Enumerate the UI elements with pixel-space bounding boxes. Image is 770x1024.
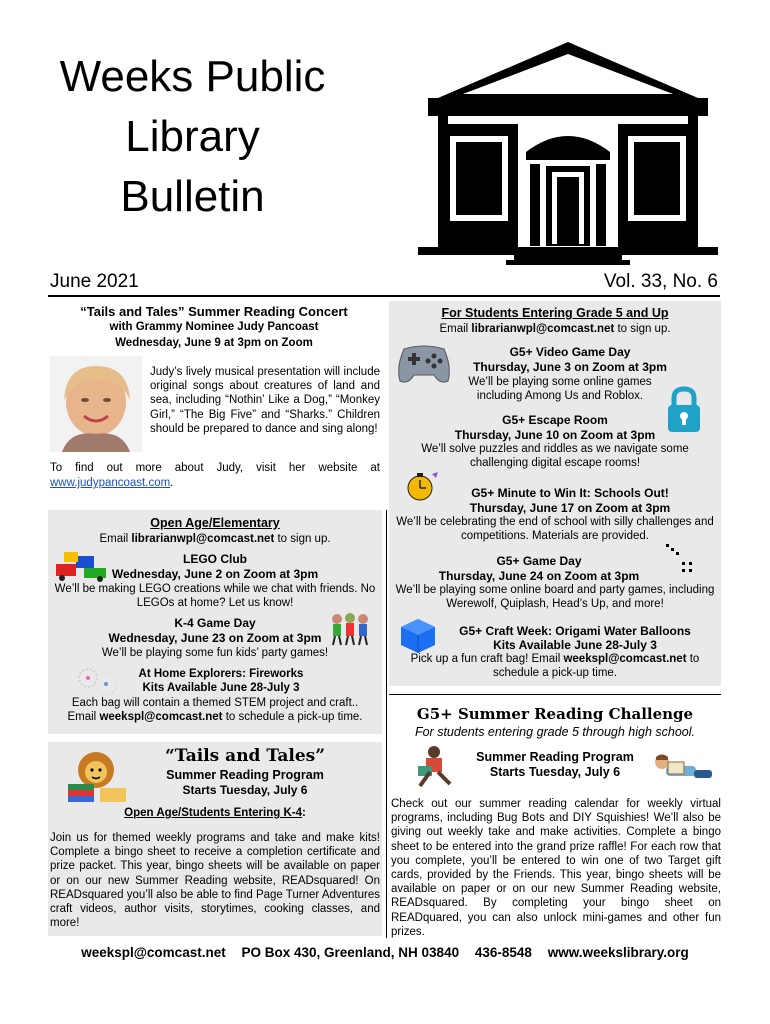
footer-email[interactable]: weekspl@comcast.net: [81, 945, 226, 960]
k4-body: We’ll be playing some fun kids’ party games!: [101, 647, 329, 659]
lego-title: LEGO Club: [183, 552, 247, 566]
craft-body-post: to schedule a pick-up time.: [492, 653, 700, 679]
tails-body: Join us for themed weekly programs and take and make kits! Complete a bingo sheet to receive a completion certificate and prize packet. This year, bingo sheets will be available on paper or on our new Summer Reading website, READsquared! On READsquared you’ll also be able to find Page Turner Adventures craft videos, author visits, storytimes, cooking classes, and more!: [50, 832, 380, 930]
kids-playing-icon: [328, 612, 372, 646]
craft-body-pre: Pick up a fun craft bag! Email: [410, 653, 564, 665]
concert-when: Wednesday, June 9 at 3pm on Zoom: [115, 337, 313, 349]
video-body: We’ll be playing some online games including Among Us and Roblox.: [468, 376, 652, 402]
grade5-signup-email[interactable]: librarianwpl@comcast.net: [471, 323, 615, 335]
boy-reading-icon: [648, 752, 714, 786]
lego-body: We’ll be making LEGO creations while we chat with friends. No LEGOs at home? Let us know!: [54, 583, 376, 609]
tails-program: Summer Reading Program: [166, 768, 324, 782]
challenge-top-rule: [389, 694, 721, 695]
minute-title: G5+ Minute to Win It: Schools Out!: [471, 486, 669, 500]
minute-body: We’ll be celebrating the end of school with silly challenges and competitions. Materials are provided.: [396, 516, 714, 542]
judy-pancoast-photo: [50, 356, 142, 452]
fireworks-email-post: to schedule a pick-up time.: [222, 711, 363, 723]
open-age-signup-email[interactable]: librarianwpl@comcast.net: [131, 533, 275, 545]
craft-when: Kits Available June 28-July 3: [493, 638, 657, 652]
judy-website-link[interactable]: www.judypancoast.com: [50, 477, 171, 489]
tails-audience-colon: :: [302, 807, 306, 819]
game-body: We’ll be playing some online board and party games, including Werewolf, Quiplash, Head’s Up, and more!: [395, 584, 715, 610]
game-title: G5+ Game Day: [496, 554, 582, 568]
concert-title: “Tails and Tales” Summer Reading Concert: [80, 304, 348, 319]
escape-title: G5+ Escape Room: [502, 413, 608, 427]
footer-address: PO Box 430, Greenland, NH 03840: [241, 945, 460, 960]
challenge-program: Summer Reading Program: [476, 750, 634, 764]
footer-phone: 436-8548: [474, 945, 532, 960]
grade5-signup-pre: Email: [439, 323, 472, 335]
library-building-icon: [418, 40, 718, 265]
judy-website-period: .: [170, 477, 174, 489]
craft-title: G5+ Craft Week: Origami Water Balloons: [459, 624, 691, 638]
column-divider: [386, 510, 387, 938]
game-when: Thursday, June 24 on Zoom at 3pm: [438, 569, 640, 583]
fireworks-email-pre: Email: [67, 711, 100, 723]
challenge-title: G5+ Summer Reading Challenge: [416, 705, 694, 723]
tails-starts: Starts Tuesday, July 6: [182, 783, 308, 797]
footer-website[interactable]: www.weekslibrary.org: [547, 945, 689, 960]
fireworks-email[interactable]: weekspl@comcast.net: [99, 711, 223, 723]
k4-title: K-4 Game Day: [174, 616, 256, 630]
fireworks-title: At Home Explorers: Fireworks: [138, 668, 304, 680]
craft-email[interactable]: weekspl@comcast.net: [563, 653, 687, 665]
concert-body: Judy’s lively musical presentation will include original songs about creatures of land and sea, including “Nothin’ Like a Dog,” “Monkey Girl,” “The Big Five” and “Sharks.” Children should be prepared to dance and sing along!: [150, 366, 380, 435]
issue-volume: Vol. 33, No. 6: [603, 271, 718, 292]
concert-subtitle: with Grammy Nominee Judy Pancoast: [109, 321, 319, 333]
video-when: Thursday, June 3 on Zoom at 3pm: [473, 360, 667, 374]
minute-when: Thursday, June 17 on Zoom at 3pm: [469, 501, 671, 515]
masthead-title-line-1: Weeks Public: [59, 52, 326, 101]
footer: [0, 945, 770, 960]
open-age-signup-post: to sign up.: [274, 533, 331, 545]
open-age-signup-pre: Email: [99, 533, 132, 545]
masthead-title-line-3: Bulletin: [120, 172, 265, 221]
escape-when: Thursday, June 10 on Zoom at 3pm: [454, 428, 656, 442]
escape-body: We’ll solve puzzles and riddles as we navigate some challenging digital escape rooms!: [421, 443, 689, 469]
challenge-subtitle: For students entering grade 5 through high school.: [414, 725, 696, 739]
issue-date: June 2021: [50, 271, 139, 292]
video-title: G5+ Video Game Day: [509, 345, 631, 359]
lego-when: Wednesday, June 2 on Zoom at 3pm: [111, 567, 319, 581]
challenge-starts: Starts Tuesday, July 6: [489, 765, 621, 779]
grade5-heading: For Students Entering Grade 5 and Up: [441, 306, 669, 320]
masthead-divider: [48, 295, 720, 297]
k4-when: Wednesday, June 23 on Zoom at 3pm: [108, 631, 322, 645]
open-age-heading: Open Age/Elementary: [150, 516, 280, 530]
concert-more-info: To find out more about Judy, visit her website at: [50, 462, 380, 474]
fireworks-body: Each bag will contain a themed STEM project and craft..: [71, 697, 359, 709]
grade5-signup-post: to sign up.: [614, 323, 671, 335]
masthead-title-line-2: Library: [125, 112, 260, 161]
tails-title: “Tails and Tales”: [164, 746, 326, 766]
fireworks-when: Kits Available June 28-July 3: [142, 682, 300, 694]
challenge-body: Check out our summer reading calendar for weekly virtual programs, including Bug Bots and DIY Squishies! We’ll also be giving out weekly take and make activities. Complete a bingo sheet to be entered into the grand prize raffle! For each row that you complete, you’ll be entered to win one of two Target gift cards, provided by the Friends. This year, bingo sheets will be available on paper or on our new Summer Reading website, READsquared. By completing your bingo sheet on READquared, you can also unlock mini-games and other fun prizes.: [391, 798, 721, 938]
tails-audience: Open Age/Students Entering K-4: [124, 807, 302, 819]
